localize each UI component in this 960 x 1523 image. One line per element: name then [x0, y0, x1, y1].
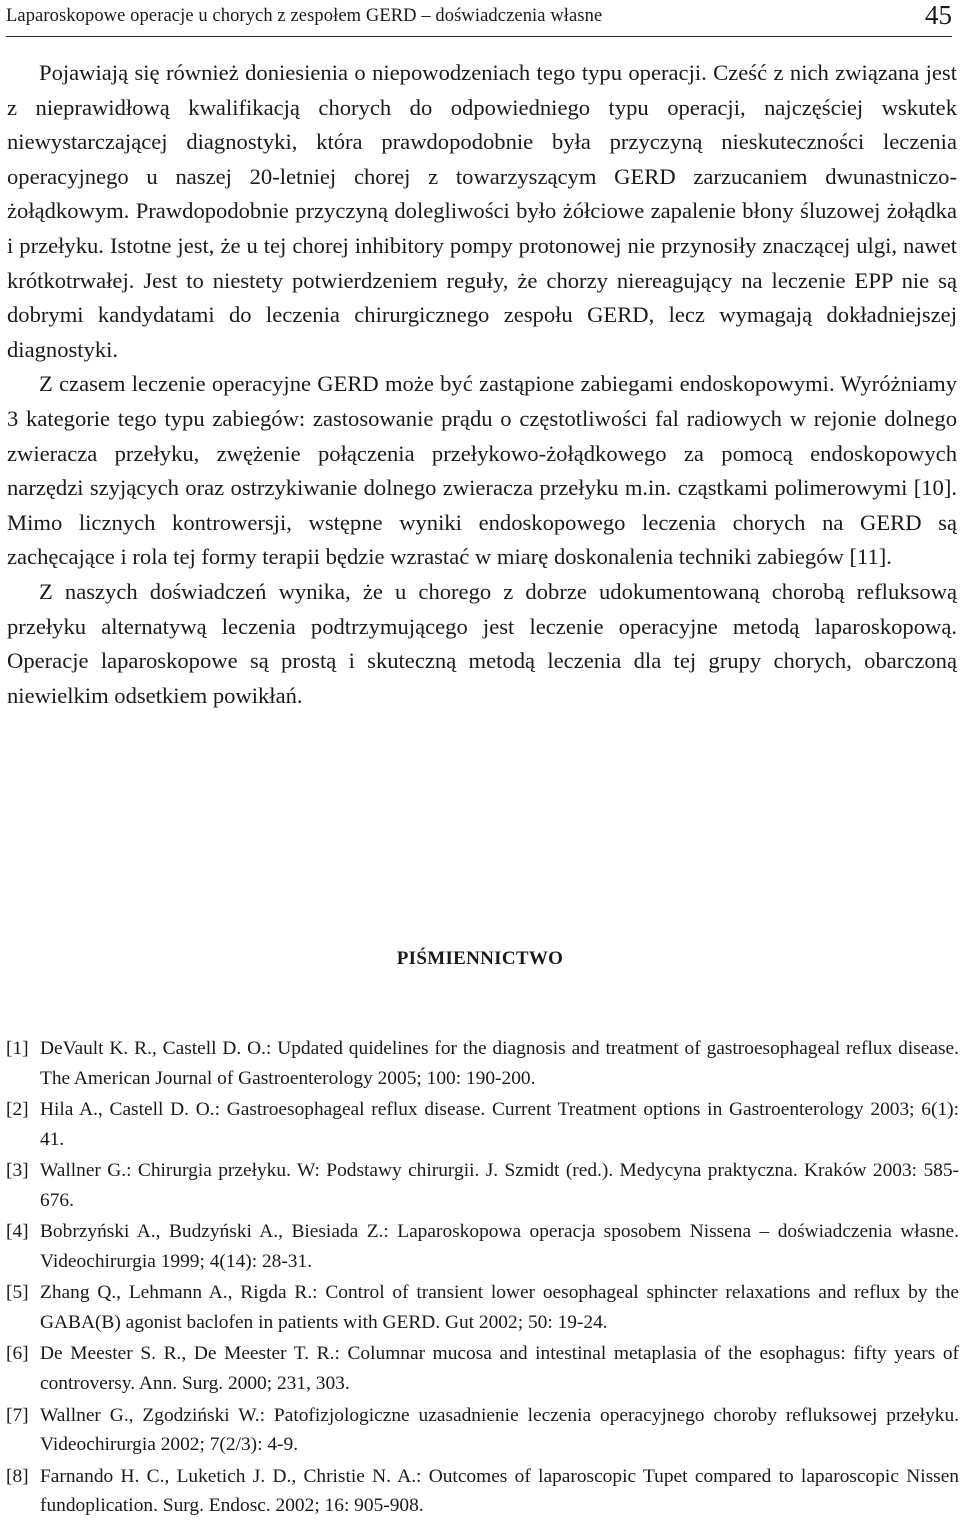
reference-text: Wallner G., Zgodziński W.: Patofizjologiczne uzasadnienie leczenia operacyjnego choroby refluksowej przełyku. Videochirurgia 2002; 7(2/3): 4-9. — [40, 1404, 959, 1456]
body-text — [7, 56, 957, 713]
reference-text: Wallner G.: Chirurgia przełyku. W: Podstawy chirurgii. J. Szmidt (red.). Medycyna praktyczna. Kraków 2003: 585-676. — [40, 1160, 959, 1211]
reference-number: [4] — [6, 1221, 29, 1243]
reference-item — [6, 1095, 959, 1155]
reference-item — [6, 1217, 959, 1277]
reference-text: Bobrzyński A., Budzyński A., Biesiada Z.: Laparoskopowa operacja sposobem Nissena – doświadczenia własne. Videochirurgia 1999; 4(14): 28-31. — [40, 1221, 959, 1273]
reference-text: DeVault K. R., Castell D. O.: Updated quidelines for the diagnosis and treatment of gastroesophageal reflux disease. The American Journal of Gastroenterology 2005; 100: 190-200. — [40, 1038, 959, 1089]
paragraph: Pojawiają się również doniesienia o niepowodzeniach tego typu operacji. Cześć z nich związana jest z nieprawidłową kwalifikacją chorych do odpowiedniego typu operacji, najczęściej wskutek niewystarczającej diagnostyki, która prawdopodobnie była przyczyną nieskuteczności leczenia operacyjnego u naszej 20-letniej chorej z towarzyszącym GERD zarzucaniem dwunastniczo-żołądkowym. Prawdopodobnie przyczyną dolegliwości było żółciowe zapalenie błony śluzowej żołądka i przełyku. Istotne jest, że u tej chorej inhibitory pompy protonowej nie przynosiły znaczącej ulgi, nawet krótkotrwałej. Jest to niestety potwierdzeniem reguły, że chorzy niereagujący na leczenie EPP nie są dobrymi kandydatami do leczenia chirurgicznego zespołu GERD, lecz wymagają dokładniejszej diagnostyki. — [7, 60, 957, 362]
reference-text: Zhang Q., Lehmann A., Rigda R.: Control of transient lower oesophageal sphincter relaxations and reflux by the GABA(B) agonist baclofen in patients with GERD. Gut 2002; 50: 19-24. — [40, 1282, 959, 1334]
reference-number: [5] — [6, 1282, 29, 1304]
reference-number: [7] — [6, 1404, 29, 1426]
reference-item — [6, 1278, 959, 1338]
running-title: Laparoskopowe operacje u chorych z zespołem GERD – doświadczenia własne — [6, 6, 603, 26]
paragraph: Z czasem leczenie operacyjne GERD może być zastąpione zabiegami endoskopowymi. Wyróżniamy 3 kategorie tego typu zabiegów: zastosowanie prądu o częstotliwości fal radiowych w rejonie dolnego zwieracza przełyku, zwężenie połączenia przełykowo-żołądkowego za pomocą endoskopowych narzędzi szyjących oraz ostrzykiwanie dolnego zwieracza przełyku m.in. cząstkami polimerowymi [10]. Mimo licznych kontrowersji, wstępne wyniki endoskopowego leczenia chorych na GERD są zachęcające i rola tej formy terapii będzie wzrastać w miarę doskonalenia techniki zabiegów [11]. — [7, 371, 957, 570]
reference-text: De Meester S. R., De Meester T. R.: Columnar mucosa and intestinal metaplasia of the esophagus: fifty years of controversy. Ann. Surg. 2000; 231, 303. — [40, 1343, 959, 1395]
reference-number: [2] — [6, 1099, 29, 1121]
reference-item — [6, 1034, 959, 1094]
reference-item — [6, 1462, 959, 1522]
reference-number: [6] — [6, 1343, 29, 1365]
reference-item — [6, 1339, 959, 1399]
reference-text: Hila A., Castell D. O.: Gastroesophageal reflux disease. Current Treatment options in Gastroenterology 2003; 6(1): 41. — [40, 1099, 959, 1150]
reference-item — [6, 1156, 959, 1216]
reference-item — [6, 1401, 959, 1461]
page-number: 45 — [925, 0, 952, 30]
reference-number: [8] — [6, 1465, 29, 1487]
paragraph: Z naszych doświadczeń wynika, że u chorego z dobrze udokumentowaną chorobą refluksową przełyku alternatywą leczenia podtrzymującego jest leczenie operacyjne metodą laparoskopową. Operacje laparoskopowe są prostą i skuteczną metodą leczenia dla tej grupy chorych, obarczoną niewielkim odsetkiem powikłań. — [7, 578, 957, 708]
reference-list — [6, 1034, 959, 1523]
reference-number: [1] — [6, 1038, 29, 1059]
running-header — [6, 2, 952, 37]
references-heading: PIŚMIENNICTWO — [396, 948, 564, 969]
reference-text: Farnando H. C., Luketich J. D., Christie N. A.: Outcomes of laparoscopic Tupet compared to laparoscopic Nissen fundoplication. Surg. Endosc. 2002; 16: 905-908. — [40, 1465, 959, 1517]
reference-number: [3] — [6, 1160, 29, 1182]
